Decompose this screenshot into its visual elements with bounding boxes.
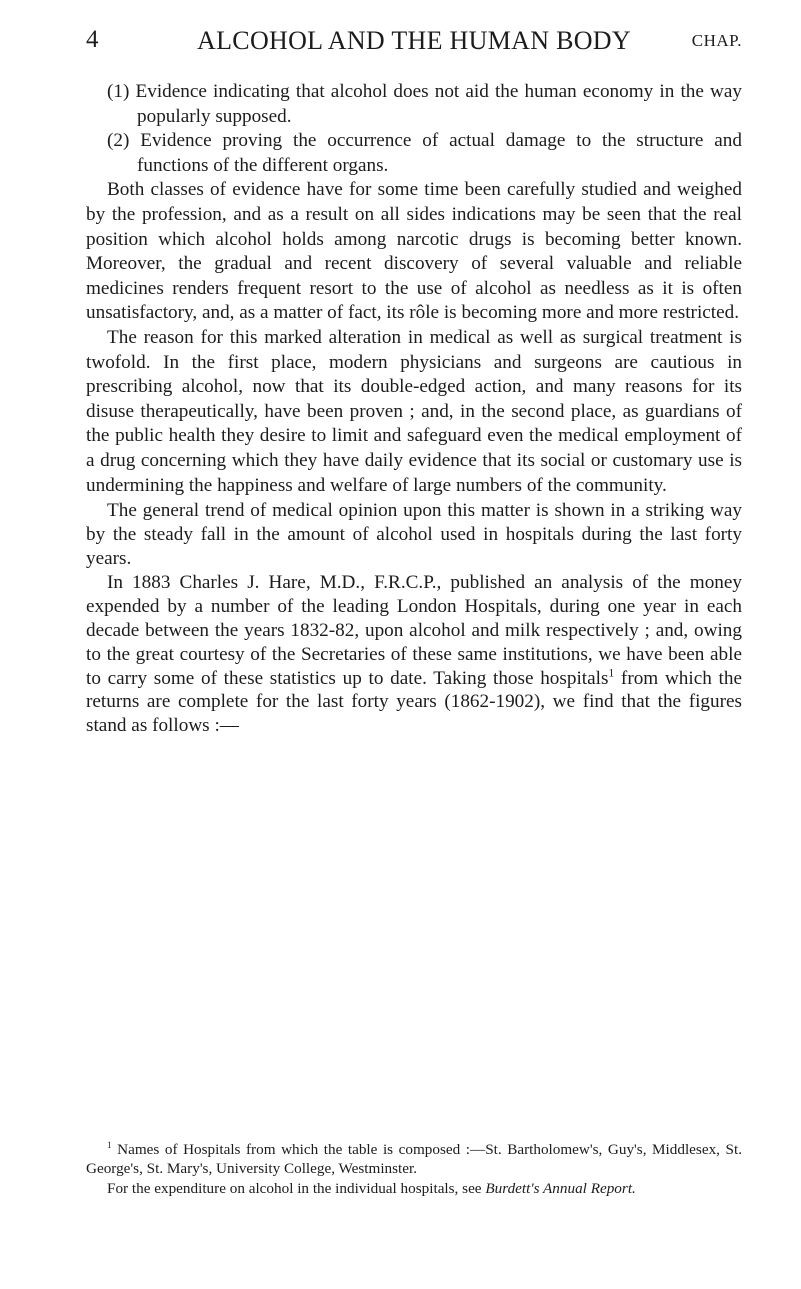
page-number: 4 — [86, 26, 99, 53]
footnotes — [86, 1141, 742, 1199]
main-text — [86, 80, 742, 738]
footnote-1-text: Names of Hospitals from which the table is composed :—St. Bartholomew's, Guy's, Middlesex, St. George's, St. Mary's, University College, Westminster. — [86, 1141, 742, 1177]
evidence-item-2: (2) Evidence proving the occurrence of actual damage to the structure and functions of the different organs. — [107, 130, 742, 176]
footnote-1-continuation — [86, 1180, 742, 1199]
paragraph-hare-analysis — [86, 571, 742, 738]
footnote-1-marker: 1 — [107, 1139, 112, 1150]
page-header — [86, 26, 742, 62]
report-title: Burdett's Annual Report. — [485, 1180, 636, 1197]
evidence-item-1: (1) Evidence indicating that alcohol does not aid the human economy in the way popularly supposed. — [107, 81, 742, 127]
paragraph-reason: The reason for this marked alteration in medical as well as surgical treatment is twofold. In the first place, modern physicians and surgeons are cautious in prescribing alcohol, now that its double-edged action, and many reasons for its disuse therapeutically, have been proven ; and, in the second place, as guardians of the public health they desire to limit and safeguard even the medical employment of a drug concerning which they have daily evidence that its social or customary use is undermining the happiness and welfare of large numbers of the community. — [86, 326, 742, 496]
footnote-reference: 1 — [608, 667, 615, 680]
hare-text: In 1883 Charles J. Hare, M.D., F.R.C.P., published an analysis of the money expended by a number of the leading London Hospitals, during one year in each decade between the years 1832-82, upon alcohol and milk respectively ; and, owing to the great courtesy of the Secretaries of these same institutions, we have been able to carry some of these statistics up to date. Taking those hospitals — [86, 572, 742, 689]
paragraph-both-classes: Both classes of evidence have for some time been carefully studied and weighed by the profession, and as a result on all sides indications may be seen that the real position which alcohol holds among narcotic drugs is becoming better known. Moreover, the gradual and recent discovery of several valuable and reliable medicines renders frequent resort to the use of alcohol as needless as it is often unsatisfactory, and, as a matter of fact, its rôle is becoming more and more restricted. — [86, 179, 742, 324]
paragraph-general-trend: The general trend of medical opinion upon this matter is shown in a striking way by the steady fall in the amount of alcohol used in hospitals during the last forty years. — [86, 500, 742, 569]
running-title: ALCOHOL AND THE HUMAN BODY — [197, 26, 631, 55]
footnote-2-text: For the expenditure on alcohol in the individual hospitals, see — [107, 1180, 486, 1197]
hare-text-continued: from which the returns are complete for the last forty years (1862-1902), we find that the figures stand as follows :— — [86, 667, 742, 737]
footnote-1 — [86, 1141, 742, 1178]
chapter-label: CHAP. — [691, 31, 742, 50]
